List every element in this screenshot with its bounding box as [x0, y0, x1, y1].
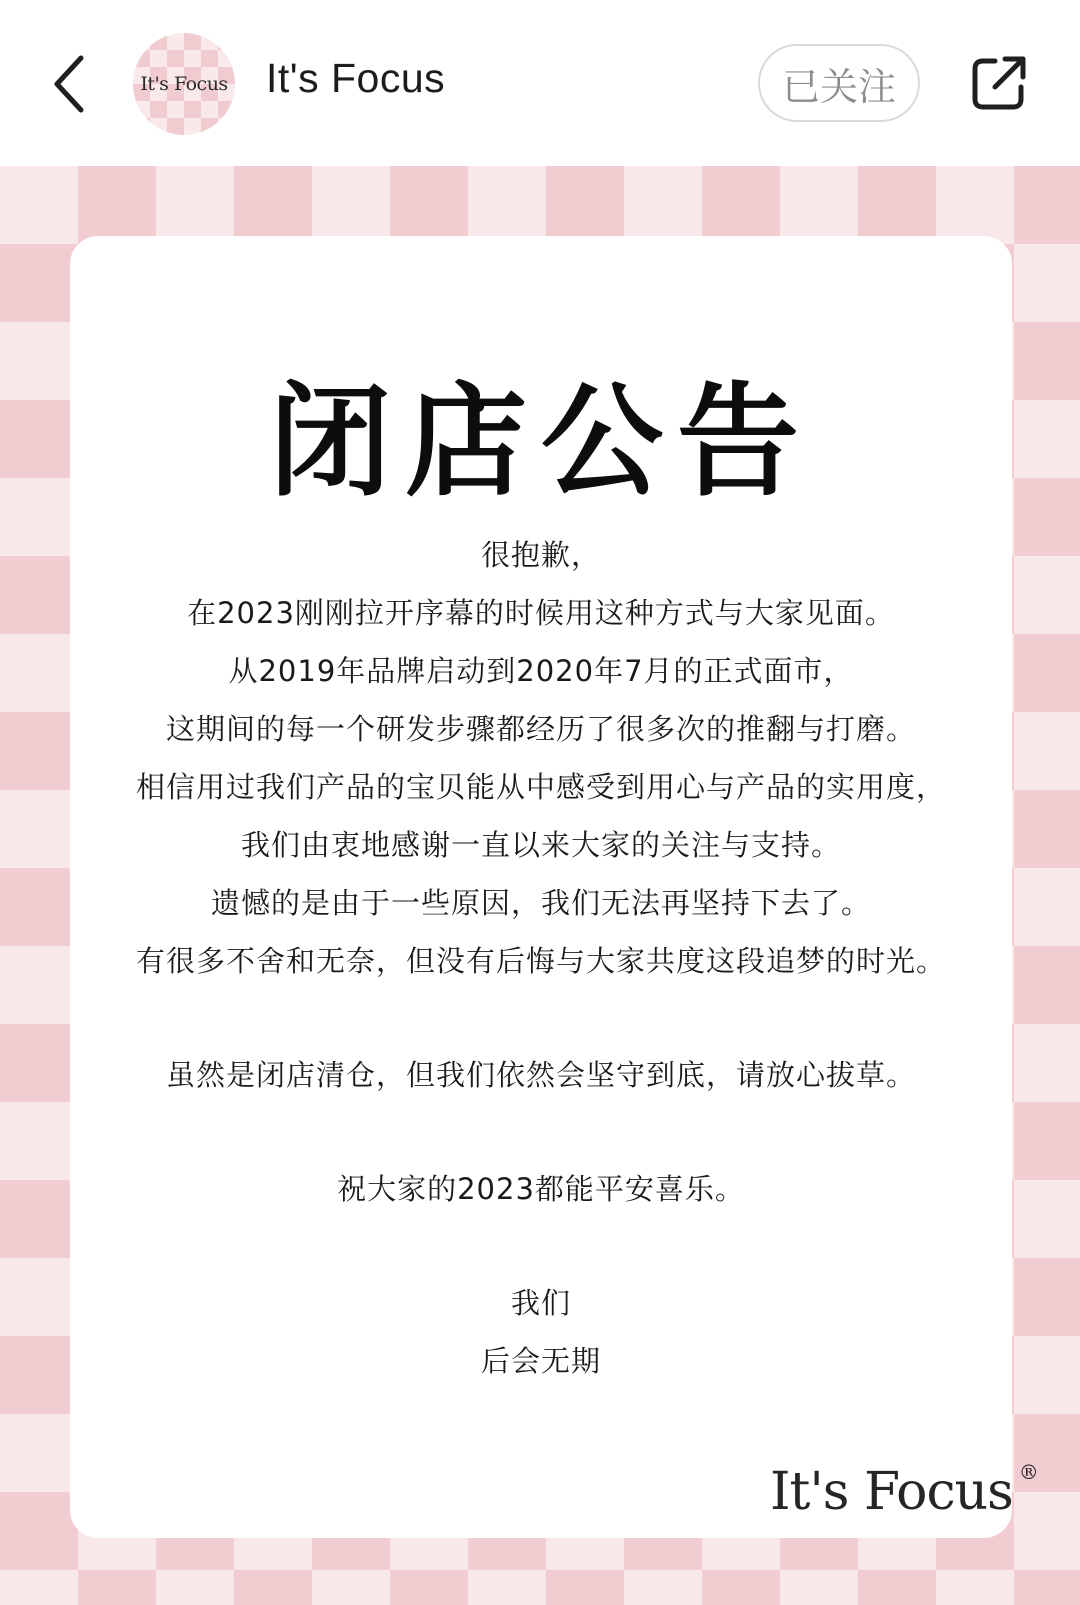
- notice-body: [70, 526, 1012, 1390]
- share-icon: [969, 53, 1029, 113]
- brand-signature-logo: [770, 1460, 1038, 1522]
- back-button[interactable]: [44, 48, 94, 120]
- notice-line: 很抱歉，: [480, 538, 601, 572]
- signature-text: It's Focus: [770, 1462, 1013, 1522]
- share-button[interactable]: [964, 48, 1034, 118]
- notice-card: [70, 236, 1038, 1538]
- notice-line: 祝大家的2023都能平安喜乐。: [337, 1172, 745, 1206]
- top-navigation-bar: [0, 0, 1080, 166]
- notice-title: 闭店公告: [269, 371, 813, 513]
- notice-line: 我们由衷地感谢一直以来大家的关注与支持。: [240, 828, 841, 862]
- registered-mark: ®: [1018, 1460, 1038, 1484]
- follow-button[interactable]: 已关注: [758, 44, 920, 122]
- notice-line: 相信用过我们产品的宝贝能从中感受到用心与产品的实用度，: [135, 770, 946, 804]
- chevron-left-icon: [49, 52, 89, 116]
- notice-line: 虽然是闭店清仓，但我们依然会坚守到底，请放心拔草。: [165, 1058, 916, 1092]
- notice-line: 后会无期: [480, 1344, 601, 1378]
- notice-line: 遗憾的是由于一些原因，我们无法再坚持下去了。: [210, 886, 871, 920]
- shop-name[interactable]: It's Focus: [266, 55, 446, 101]
- notice-line: 我们: [510, 1286, 571, 1320]
- shop-avatar[interactable]: [133, 33, 235, 135]
- notice-line: 这期间的每一个研发步骤都经历了很多次的推翻与打磨。: [165, 712, 916, 746]
- avatar-logo-text: It's Focus: [140, 73, 228, 95]
- notice-line: 从2019年品牌启动到2020年7月的正式面市，: [228, 654, 854, 688]
- notice-line: 在2023刚刚拉开序幕的时候用这种方式与大家见面。: [187, 596, 895, 630]
- notice-line: 有很多不舍和无奈，但没有后悔与大家共度这段追梦的时光。: [135, 944, 946, 978]
